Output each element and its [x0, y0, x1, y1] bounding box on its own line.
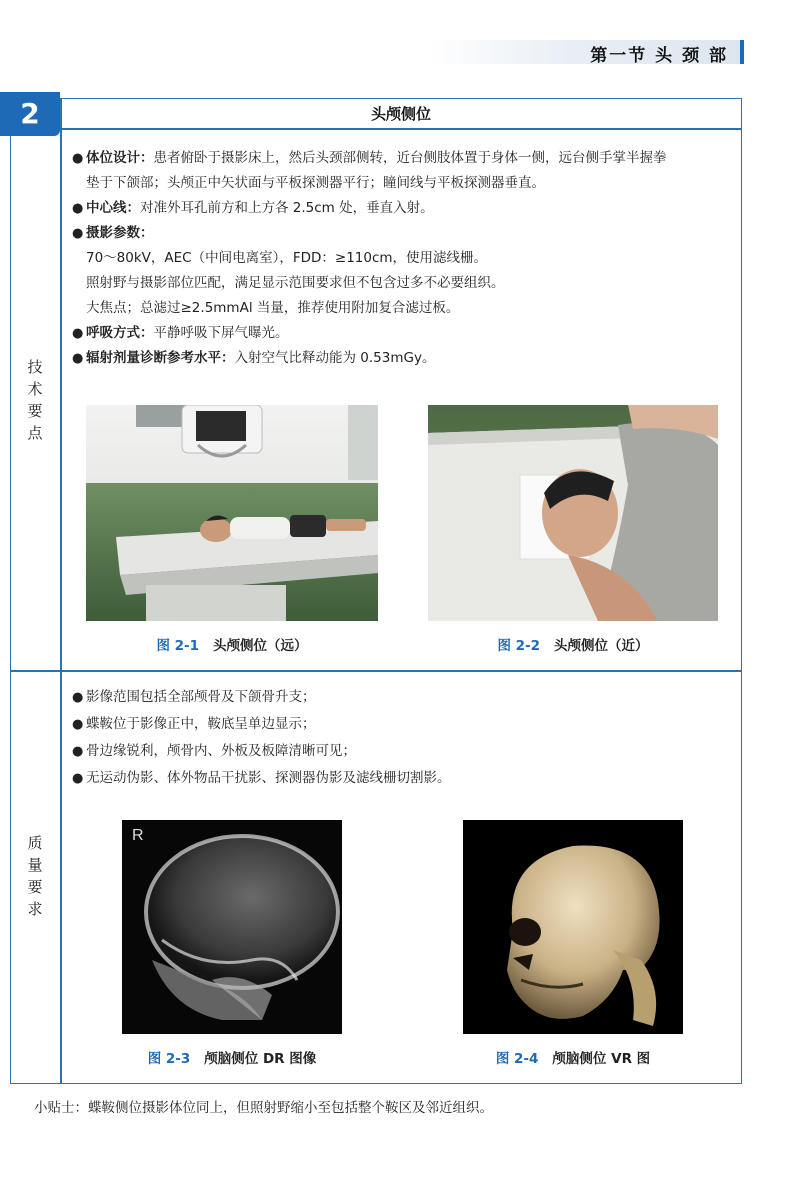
bullet-icon: ● [72, 717, 84, 732]
frame-column-divider [60, 98, 62, 1084]
bullet-icon: ● [72, 326, 84, 341]
tip-note: 小贴士：蝶鞍侧位摄影体位同上，但照射野缩小至包括整个鞍区及邻近组织。 [34, 1100, 493, 1116]
section-title: 头颅侧位 [370, 105, 431, 123]
frame-title-divider [60, 128, 742, 130]
xray-side-marker: R [132, 827, 144, 844]
technique-side-label: 技 术 要 点 [27, 358, 43, 442]
figure-2-3-xray [122, 820, 342, 1034]
quality-item: ● 蝶鞍位于影像正中，鞍底呈单边显示； [72, 711, 732, 738]
figure-2-4-vr-image [463, 820, 683, 1034]
technique-points [72, 146, 732, 371]
positioning-item: ● 体位设计：患者俯卧于摄影床上，然后头颈部侧转，近台侧肢体置于身体一侧，远台侧手掌半握拳 垫于下颌部；头颅正中矢状面与平板探测器平行；瞳间线与平板探测器垂直。 [72, 146, 732, 196]
center-line-item: ● 中心线：对准外耳孔前方和上方各 2.5cm 处，垂直入射。 [72, 196, 732, 221]
quality-side-label: 质 量 要 求 [27, 834, 43, 918]
section-number-badge: 2 [0, 92, 60, 136]
bullet-icon: ● [72, 690, 84, 705]
bullet-icon: ● [72, 771, 84, 786]
bullet-icon: ● [72, 351, 84, 366]
bullet-icon: ● [72, 744, 84, 759]
quality-points [72, 684, 732, 792]
bullet-icon: ● [72, 201, 84, 216]
figure-2-1-caption: 图 2-1 头颅侧位（远） [156, 638, 308, 654]
chapter-section-title: 第一节 头 颈 部 [590, 46, 728, 66]
bullet-icon: ● [72, 151, 84, 166]
figure-2-3-caption: 图 2-3 颅脑侧位 DR 图像 [147, 1051, 317, 1067]
bullet-icon: ● [72, 226, 84, 241]
figure-2-2-photo [428, 405, 718, 621]
quality-item: ● 影像范围包括全部颅骨及下颌骨升支； [72, 684, 732, 711]
frame-section-divider [10, 670, 742, 672]
dose-item: ● 辐射剂量诊断参考水平：入射空气比释动能为 0.53mGy。 [72, 346, 732, 371]
figure-2-1-photo [86, 405, 378, 621]
breathing-item: ● 呼吸方式：平静呼吸下屏气曝光。 [72, 321, 732, 346]
header-accent-bar [740, 40, 744, 64]
figure-2-2-caption: 图 2-2 头颅侧位（近） [497, 638, 649, 654]
quality-item: ● 无运动伪影、体外物品干扰影、探测器伪影及滤线栅切割影。 [72, 765, 732, 792]
quality-item: ● 骨边缘锐利，颅骨内、外板及板障清晰可见； [72, 738, 732, 765]
params-item: ● 摄影参数： 70～80kV，AEC（中间电离室），FDD：≥110cm，使用滤线栅。 照射野与摄影部位匹配，满足显示范围要求但不包含过多不必要组织。 大焦点；总滤过≥2.5mmAl 当量，推荐使用附加复合滤过板。 [72, 221, 732, 321]
figure-2-4-caption: 图 2-4 颅脑侧位 VR 图 [495, 1051, 651, 1067]
